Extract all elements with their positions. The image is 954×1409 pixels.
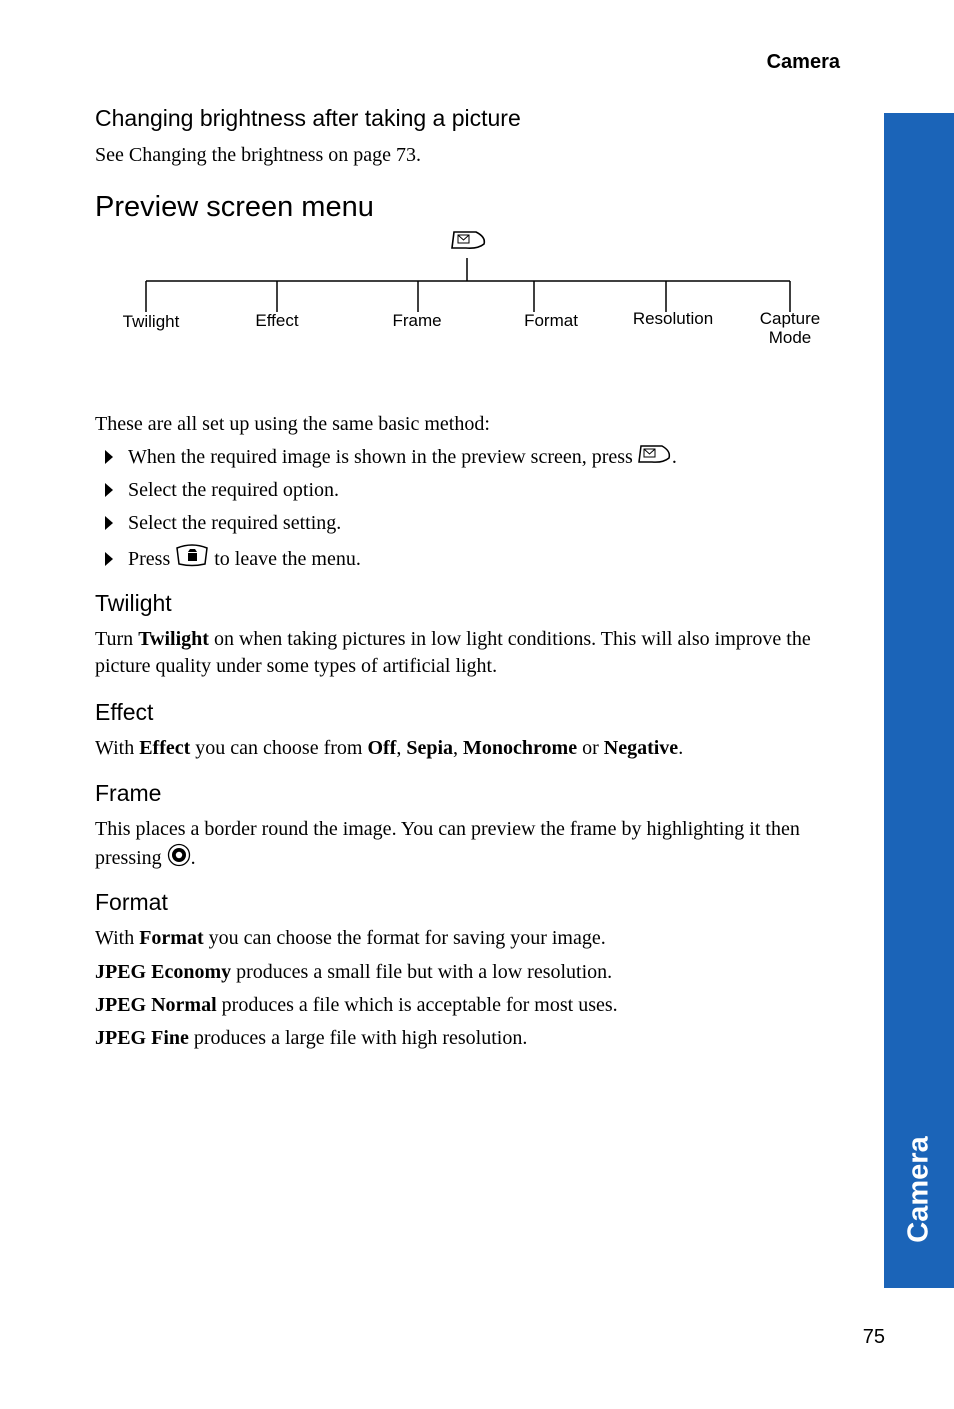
tree-label-frame: Frame	[392, 311, 442, 330]
bullet-arrow-icon	[105, 516, 113, 530]
step-1-text: When the required image is shown in the preview screen, press	[128, 446, 633, 468]
format-jpeg-economy-text: produces a small file but with a low resolution.	[231, 961, 613, 983]
menu-tree-diagram	[0, 220, 860, 360]
running-head: Camera	[766, 51, 840, 73]
frame-text	[95, 816, 845, 872]
frame-end: .	[190, 847, 196, 869]
twilight-text-b: on when taking pictures in low light conditions. This will also improve the picture quality under some types of artificial light.	[95, 628, 811, 677]
format-text-1a: With	[95, 927, 140, 949]
format-jpeg-economy	[95, 959, 845, 986]
back-key-icon	[175, 544, 209, 568]
section-heading-effect: Effect	[95, 699, 154, 725]
step-2-text: Select the required option.	[128, 479, 340, 501]
step-4-text-a: Press	[128, 548, 171, 570]
twilight-text	[95, 626, 845, 680]
side-tab-label: Camera	[902, 1135, 935, 1243]
bullet-arrow-icon	[105, 450, 113, 464]
effect-end: .	[678, 737, 684, 759]
bullet-arrow-icon	[105, 552, 113, 566]
step-1-end: .	[671, 446, 677, 468]
format-jpeg-economy-term: JPEG Economy	[95, 961, 232, 983]
section-heading-brightness: Changing brightness after taking a picture	[95, 105, 521, 131]
twilight-text-a: Turn	[95, 628, 139, 650]
tree-label-capture-mode	[740, 309, 840, 347]
step-4-text-b: to leave the menu.	[214, 548, 361, 570]
tree-label-twilight: Twilight	[122, 312, 180, 331]
section-heading-format: Format	[95, 889, 168, 915]
effect-text-b: you can choose from	[190, 737, 368, 759]
section-heading-twilight: Twilight	[95, 590, 172, 616]
bullet-arrow-icon	[105, 483, 113, 497]
tree-label-mode: Mode	[768, 328, 812, 347]
format-jpeg-fine	[95, 1025, 845, 1052]
format-term: Format	[139, 927, 204, 949]
brightness-text: See Changing the brightness on page 73.	[95, 144, 422, 166]
step-3	[105, 510, 341, 537]
step-4	[105, 544, 361, 573]
effect-sep-1: ,	[396, 737, 407, 759]
frame-text-a: This places a border round the image. You can preview the frame by highlighting it then pressing	[95, 818, 800, 869]
effect-option-monochrome: Monochrome	[463, 737, 578, 759]
effect-option-sepia: Sepia	[406, 737, 454, 759]
format-text-1	[95, 925, 845, 952]
format-jpeg-normal	[95, 992, 845, 1019]
format-jpeg-fine-text: produces a large file with high resolution.	[188, 1027, 528, 1049]
tree-label-resolution: Resolution	[632, 309, 714, 328]
page-title: Preview screen menu	[95, 191, 374, 223]
effect-term: Effect	[139, 737, 191, 759]
effect-option-negative: Negative	[603, 737, 679, 759]
method-intro: These are all set up using the same basic method:	[95, 413, 490, 435]
side-tab	[884, 113, 954, 1288]
section-heading-frame: Frame	[95, 780, 162, 806]
tree-label-effect: Effect	[255, 311, 299, 330]
effect-option-off: Off	[367, 737, 397, 759]
step-2	[105, 477, 339, 504]
effect-text	[95, 735, 845, 762]
format-jpeg-normal-text: produces a file which is acceptable for most uses.	[216, 994, 618, 1016]
step-1	[105, 444, 677, 471]
effect-text-a: With	[95, 737, 140, 759]
select-key-icon	[167, 843, 191, 867]
step-3-text: Select the required setting.	[128, 512, 342, 534]
menu-envelope-key-icon	[638, 444, 672, 466]
format-text-1b: you can choose the format for saving your image.	[203, 927, 606, 949]
tree-label-capture: Capture	[759, 309, 821, 328]
page-number: 75	[862, 1326, 885, 1348]
format-jpeg-normal-term: JPEG Normal	[95, 994, 217, 1016]
format-jpeg-fine-term: JPEG Fine	[95, 1027, 189, 1049]
twilight-term: Twilight	[138, 628, 209, 650]
effect-sep-3: or	[577, 737, 604, 759]
effect-sep-2: ,	[453, 737, 464, 759]
menu-envelope-key-icon	[452, 232, 484, 248]
tree-label-format: Format	[524, 311, 578, 330]
